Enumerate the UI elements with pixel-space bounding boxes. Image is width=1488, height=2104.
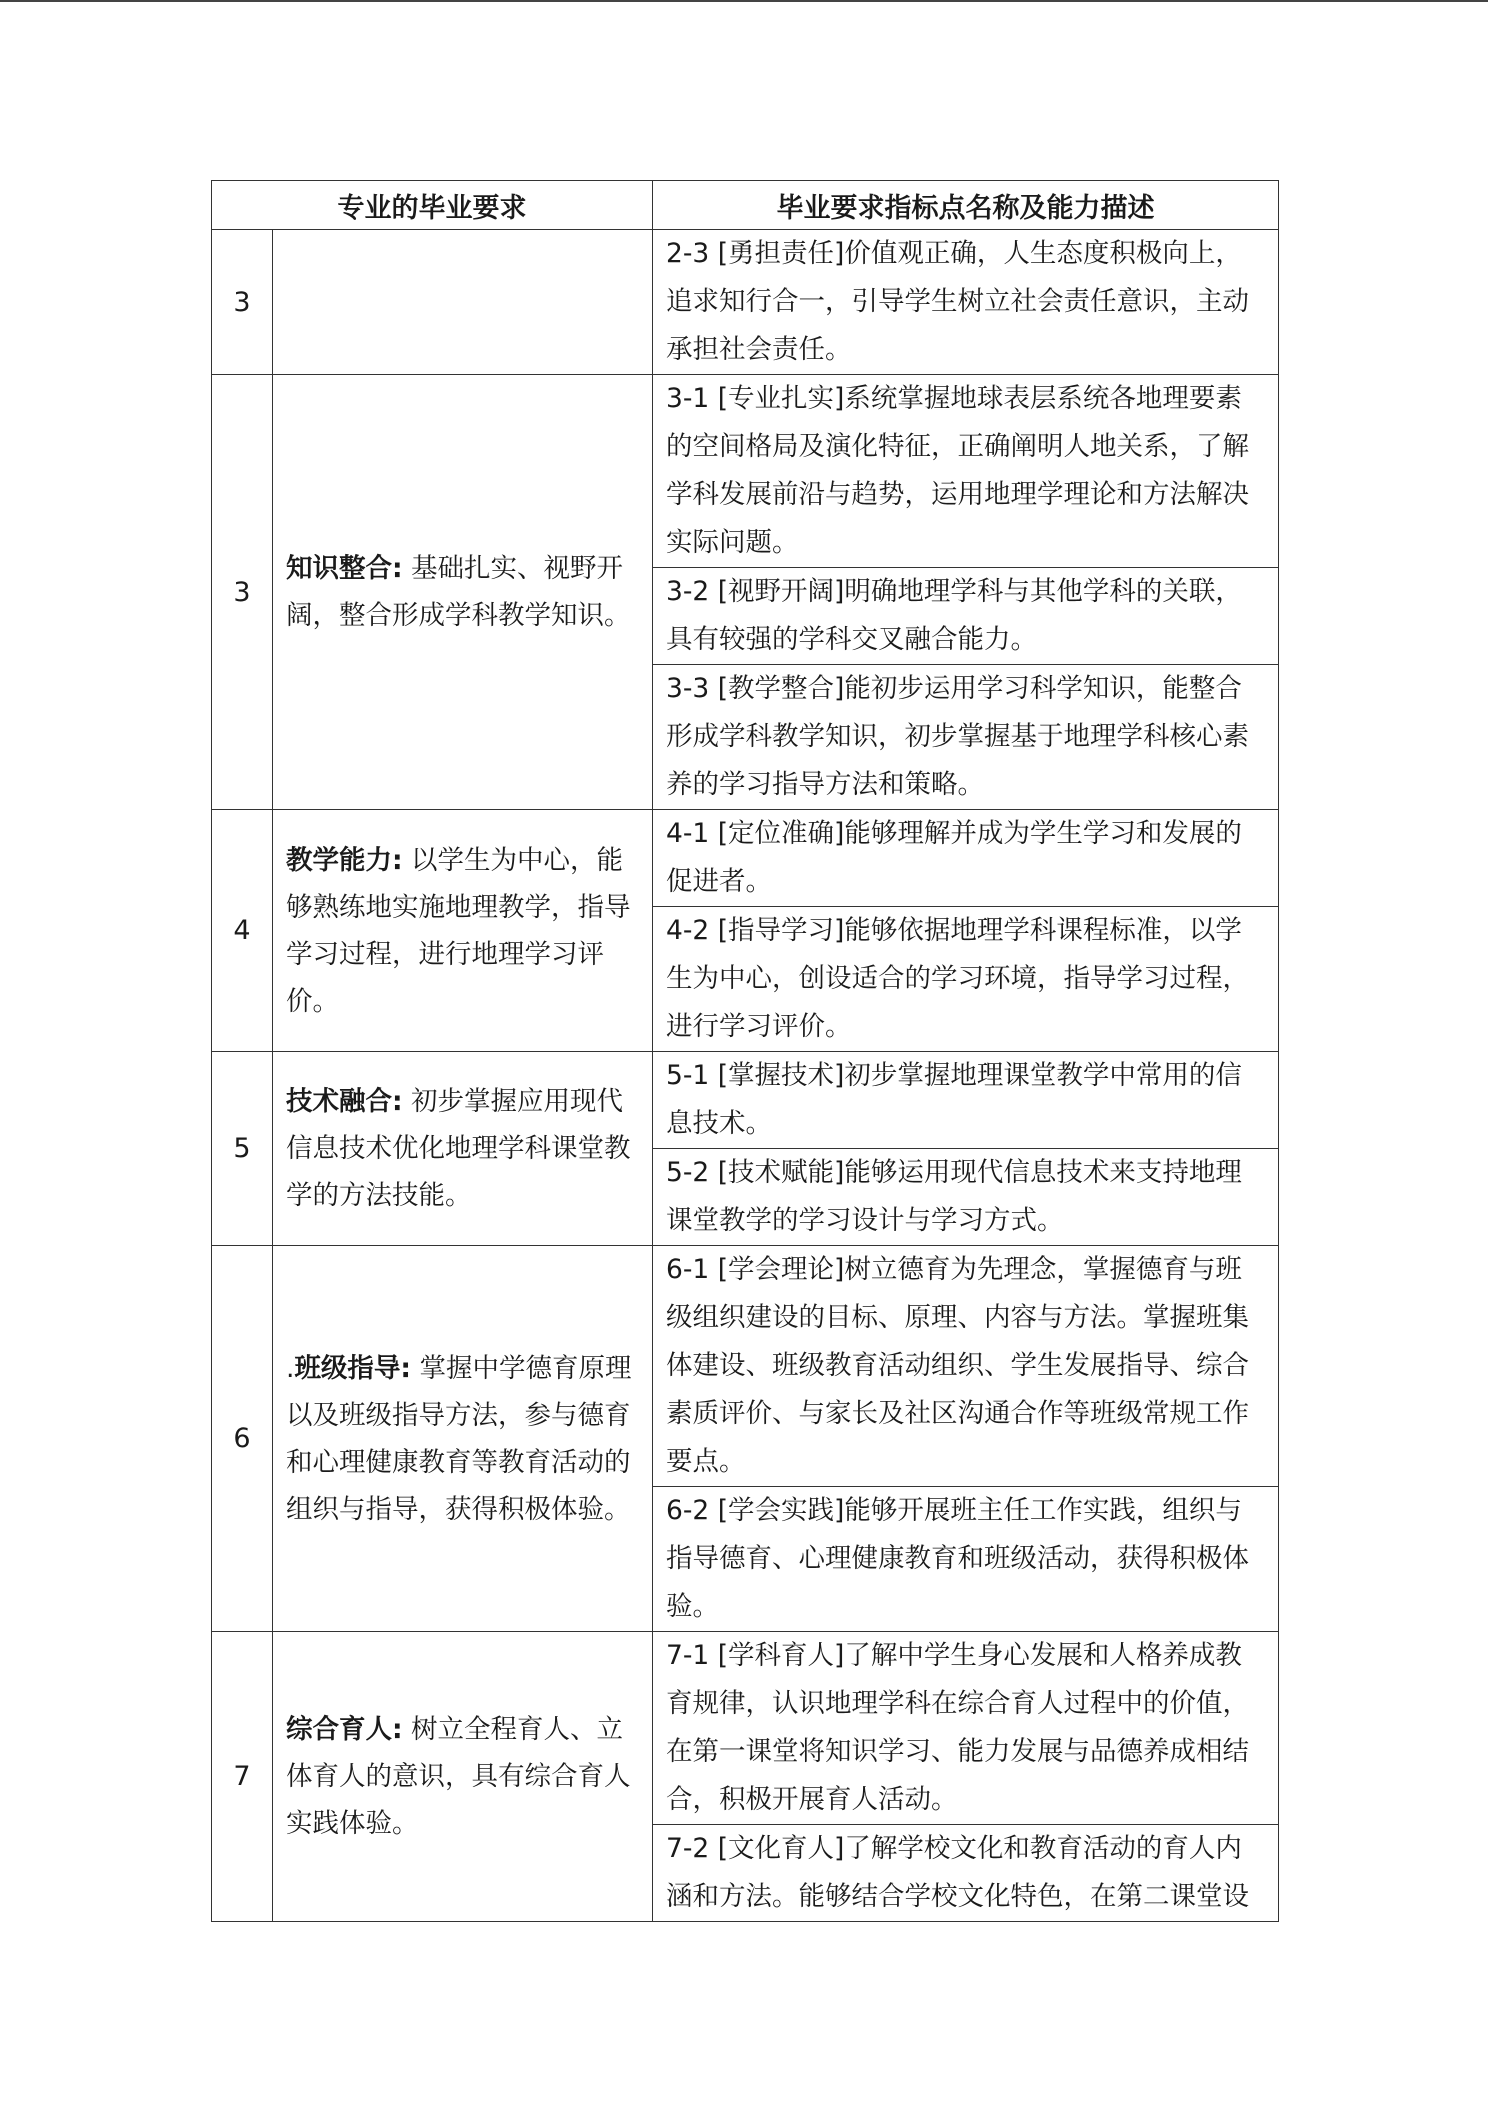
indicator-cell: 7-1 [学科育人]了解中学生身心发展和人格养成教育规律，认识地理学科在综合育人过程中的价值，在第一课堂将知识学习、能力发展与品德养成相结合，积极开展育人活动。: [653, 1632, 1279, 1825]
indicator-cell: 2-3 [勇担责任]价值观正确，人生态度积极向上，追求知行合一，引导学生树立社会责任意识，主动承担社会责任。: [653, 230, 1279, 375]
requirement-number: 3: [212, 375, 273, 810]
requirement-number: 7: [212, 1632, 273, 1922]
requirement-title: 综合育人:: [286, 1714, 403, 1745]
table-row: [212, 230, 1279, 375]
graduation-requirements-table: [211, 180, 1279, 1922]
requirement-title: 班级指导:: [294, 1352, 412, 1384]
top-border: [0, 0, 1488, 2]
table-row: [212, 1632, 1279, 1825]
requirement-number: 5: [212, 1052, 273, 1246]
indicator-cell: 3-1 [专业扎实]系统掌握地球表层系统各地理要素的空间格局及演化特征，正确阐明人地关系，了解学科发展前沿与趋势，运用地理学理论和方法解决实际问题。: [653, 375, 1279, 568]
table-row: [212, 1052, 1279, 1149]
requirement-text: 初步掌握应用现代信息技术优化地理学科课堂教学的方法技能。: [286, 1086, 631, 1211]
requirement-description: [273, 375, 653, 810]
indicator-cell: 6-1 [学会理论]树立德育为先理念，掌握德育与班级组织建设的目标、原理、内容与方法。掌握班集体建设、班级教育活动组织、学生发展指导、综合素质评价、与家长及社区沟通合作等班级常规工作要点。: [653, 1246, 1279, 1487]
header-requirement: 专业的毕业要求: [212, 181, 653, 230]
requirement-title: 教学能力:: [286, 844, 403, 876]
indicator-cell: 7-2 [文化育人]了解学校文化和教育活动的育人内涵和方法。能够结合学校文化特色，在第二课堂设: [653, 1825, 1279, 1922]
requirement-description: [273, 1052, 653, 1246]
requirement-prefix: .: [286, 1352, 295, 1384]
table-row: [212, 375, 1279, 568]
requirement-number: 6: [212, 1246, 273, 1632]
header-indicator: 毕业要求指标点名称及能力描述: [653, 181, 1279, 230]
indicator-cell: 5-2 [技术赋能]能够运用现代信息技术来支持地理课堂教学的学习设计与学习方式。: [653, 1149, 1279, 1246]
indicator-cell: 6-2 [学会实践]能够开展班主任工作实践，组织与指导德育、心理健康教育和班级活动，获得积极体验。: [653, 1487, 1279, 1632]
requirement-text: 基础扎实、视野开阔，整合形成学科教学知识。: [286, 553, 631, 631]
requirement-text: 以学生为中心，能够熟练地实施地理教学，指导学习过程，进行地理学习评价。: [286, 844, 631, 1017]
table-row: [212, 1246, 1279, 1487]
indicator-cell: 5-1 [掌握技术]初步掌握地理课堂教学中常用的信息技术。: [653, 1052, 1279, 1149]
indicator-cell: 4-1 [定位准确]能够理解并成为学生学习和发展的促进者。: [653, 810, 1279, 907]
table-header-row: [212, 181, 1279, 230]
requirement-text: 树立全程育人、立体育人的意识，具有综合育人实践体验。: [286, 1714, 631, 1839]
table-row: [212, 810, 1279, 907]
indicator-cell: 3-3 [教学整合]能初步运用学习科学知识，能整合形成学科教学知识，初步掌握基于地理学科核心素养的学习指导方法和策略。: [653, 665, 1279, 810]
requirement-number: 3: [212, 230, 273, 375]
requirement-title: 技术融合:: [286, 1086, 403, 1117]
requirement-description: [273, 230, 653, 375]
requirement-description: [273, 1632, 653, 1922]
indicator-cell: 3-2 [视野开阔]明确地理学科与其他学科的关联，具有较强的学科交叉融合能力。: [653, 568, 1279, 665]
requirement-title: 知识整合:: [286, 553, 403, 584]
indicator-cell: 4-2 [指导学习]能够依据地理学科课程标准，以学生为中心，创设适合的学习环境，指导学习过程，进行学习评价。: [653, 907, 1279, 1052]
requirement-description: [273, 810, 653, 1052]
requirement-description: [273, 1246, 653, 1632]
requirement-text: 掌握中学德育原理以及班级指导方法，参与德育和心理健康教育等教育活动的组织与指导，获得积极体验。: [286, 1352, 632, 1525]
requirement-number: 4: [212, 810, 273, 1052]
